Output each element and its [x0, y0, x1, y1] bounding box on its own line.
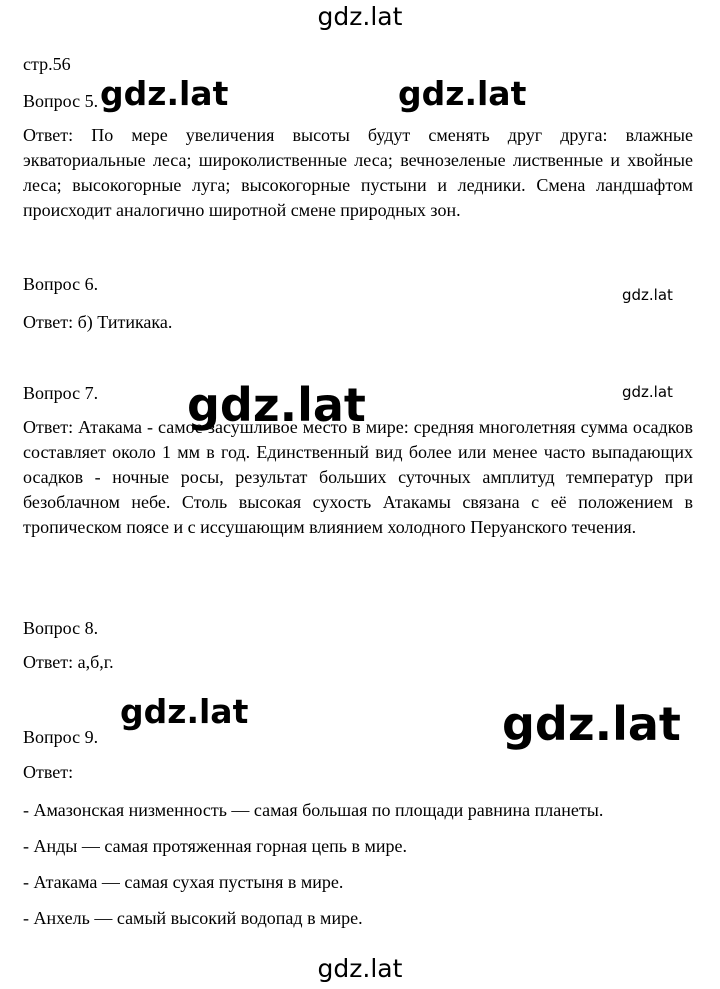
watermark: gdz.lat — [100, 74, 229, 113]
watermark-bottom: gdz.lat — [317, 954, 403, 983]
watermark: gdz.lat — [187, 378, 366, 432]
question-9-label: Вопрос 9. — [23, 727, 99, 747]
question-8-label: Вопрос 8. — [23, 618, 99, 638]
question-9-answer-label: Ответ: — [23, 762, 74, 782]
question-5-answer: Ответ: По мере увеличения высоты будут сменять друг друга: влажные экваториальные леса; широколиственные леса; вечнозеленые лиственные и хвойные леса; высокогорные луга; высокогорные пустыни и ледники. Смена ландшафтом происходит аналогично широтной смене природных зон. — [23, 125, 693, 220]
list-item: - Амазонская низменность — самая большая по площади равнина планеты. — [23, 800, 604, 820]
question-6-answer: Ответ: б) Титикака. — [23, 312, 173, 332]
watermark-top: gdz.lat — [317, 2, 403, 31]
list-item: - Анхель — самый высокий водопад в мире. — [23, 908, 363, 928]
question-7-label: Вопрос 7. — [23, 383, 99, 403]
watermark: gdz.lat — [622, 383, 673, 401]
question-6-label: Вопрос 6. — [23, 274, 99, 294]
question-5-label: Вопрос 5. — [23, 91, 99, 111]
watermark: gdz.lat — [398, 74, 527, 113]
watermark: gdz.lat — [622, 286, 673, 304]
page-reference: стр.56 — [23, 54, 71, 74]
list-item: - Анды — самая протяженная горная цепь в мире. — [23, 836, 407, 856]
watermark: gdz.lat — [120, 692, 249, 731]
question-8-answer: Ответ: а,б,г. — [23, 652, 114, 672]
watermark: gdz.lat — [502, 697, 681, 751]
question-7-answer: Ответ: Атакама - самое засушливое место в мире: средняя многолетняя сумма осадков составляет около 1 мм в год. Единственный вид более или менее часто выпадающих осадков - ночные росы, результат больших суточных амплитуд температур при безоблачном небе. Столь высокая сухость Атакамы связана с её положением в тропическом поясе и с иссушающим влиянием холодного Перуанского течения. — [23, 417, 693, 537]
list-item: - Атакама — самая сухая пустыня в мире. — [23, 872, 344, 892]
